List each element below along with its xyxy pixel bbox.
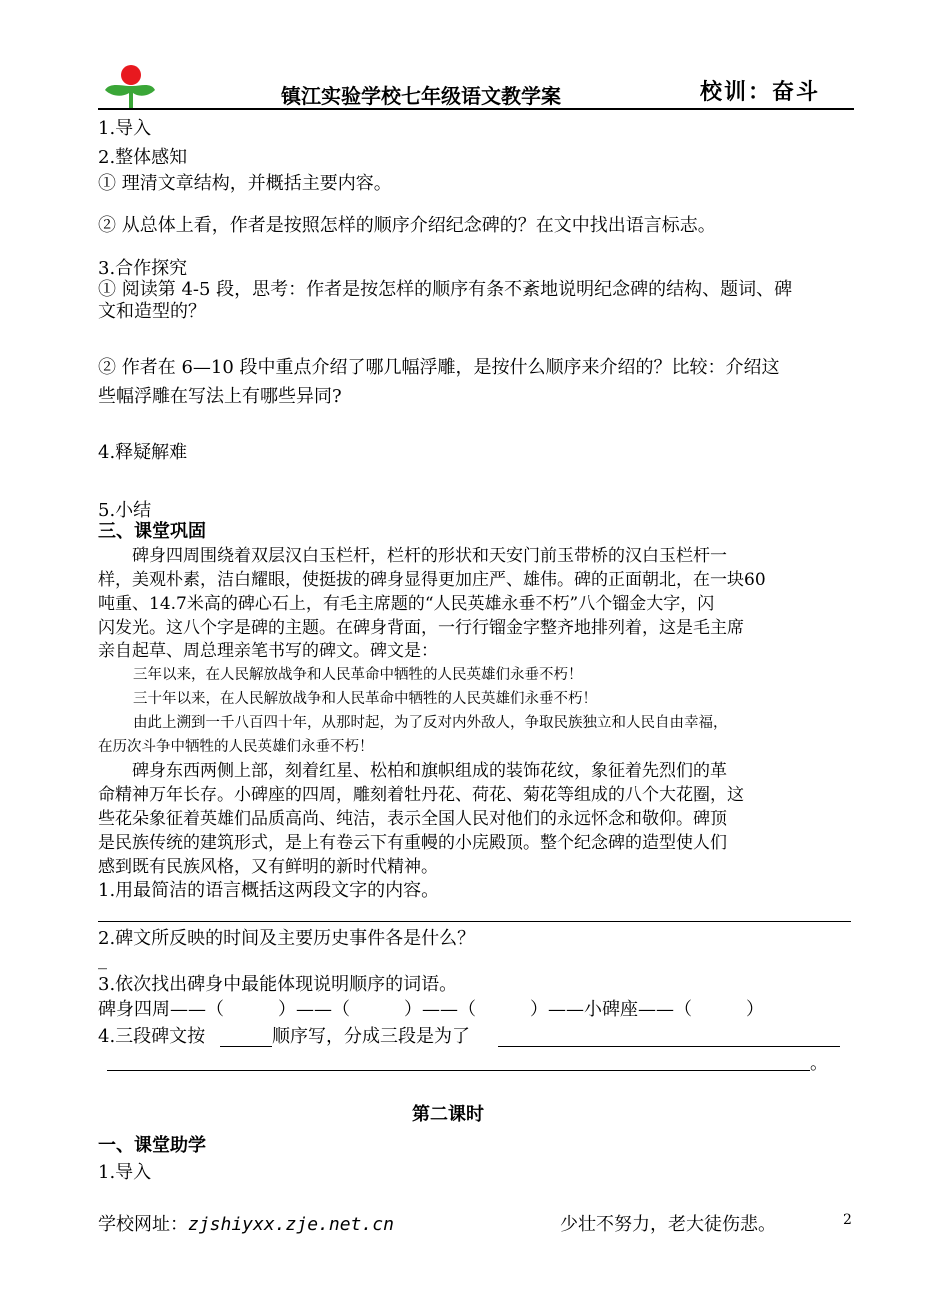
- question-4-line-1: ② 作者在 6—10 段中重点介绍了哪几幅浮雕，是按什么顺序来介绍的？比较：介绍这: [98, 357, 780, 378]
- question-2: ② 从总体上看，作者是按照怎样的顺序介绍纪念碑的？在文中找出语言标志。: [98, 215, 716, 236]
- answer-blank-purpose[interactable]: [498, 1046, 840, 1047]
- answer-mark[interactable]: _: [98, 949, 107, 970]
- item-summary: 5.小结: [98, 500, 152, 521]
- item-cooperative-inquiry: 3.合作探究: [98, 258, 188, 279]
- question-3-line-1: ① 阅读第 4-5 段，思考：作者是按怎样的顺序有条不紊地说明纪念碑的结构、题词、碑: [98, 279, 793, 300]
- item-overall-perception: 2.整体感知: [98, 147, 188, 168]
- lesson-2-item-intro: 1.导入: [98, 1162, 152, 1183]
- inscription-line-3b: 在历次斗争中牺牲的人民英雄们永垂不朽！: [98, 739, 374, 755]
- exercise-4-part-a: 4.三段碑文按: [98, 1026, 206, 1047]
- exercise-2: 2.碑文所反映的时间及主要历史事件各是什么？: [98, 928, 476, 949]
- passage-line: 命精神万年长存。小碑座的四周，雕刻着牡丹花、荷花、菊花等组成的八个大花圈，这: [98, 785, 744, 805]
- question-1: ① 理清文章结构，并概括主要内容。: [98, 173, 392, 194]
- exercise-4-part-b: 顺序写，分成三段是为了: [272, 1026, 470, 1047]
- exercise-3-sequence: 碑身四周——（ ）——（ ）——（ ）——小碑座——（ ）: [98, 999, 764, 1020]
- answer-line-4[interactable]: [107, 1070, 810, 1071]
- exercise-4-end: 。: [810, 1053, 828, 1074]
- website-url[interactable]: zjshiyxx.zje.net.cn: [188, 1214, 394, 1235]
- lesson-2-title: 第二课时: [412, 1104, 484, 1125]
- passage-line: 些花朵象征着英雄们品质高尚、纯洁，表示全国人民对他们的永远怀念和敬仰。碑顶: [98, 809, 727, 829]
- passage-line: 闪发光。这八个字是碑的主题。在碑身背面，一行行镏金字整齐地排列着，这是毛主席: [98, 618, 744, 638]
- section-heading-assist: 一、课堂助学: [98, 1135, 206, 1156]
- item-intro: 1.导入: [98, 118, 152, 139]
- passage-line: 吨重、14.7米高的碑心石上，有毛主席题的“人民英雄永垂不朽”八个镏金大字，闪: [98, 594, 715, 614]
- school-motto: 校训：奋斗: [700, 80, 821, 105]
- passage-line: 亲自起草、周总理亲笔书写的碑文。碑文是：: [98, 641, 438, 661]
- passage-line: 碑身四周围绕着双层汉白玉栏杆，栏杆的形状和天安门前玉带桥的汉白玉栏杆一: [98, 546, 727, 566]
- inscription-line-1: 三年以来，在人民解放战争和人民革命中牺牲的人民英雄们永垂不朽！: [133, 667, 583, 683]
- section-heading-consolidation: 三、课堂巩固: [98, 521, 206, 542]
- header-divider: [98, 108, 854, 110]
- school-logo-icon: [104, 64, 156, 108]
- page-title: 镇江实验学校七年级语文教学案: [281, 84, 561, 108]
- item-clarify: 4.释疑解难: [98, 442, 188, 463]
- page-number: 2: [843, 1212, 852, 1228]
- exercise-1: 1.用最简洁的语言概括这两段文字的内容。: [98, 880, 440, 901]
- exercise-3: 3.依次找出碑身中最能体现说明顺序的词语。: [98, 974, 458, 995]
- inscription-line-3a: 由此上溯到一千八百四十年，从那时起，为了反对内外敌人，争取民族独立和人民自由幸福，: [133, 715, 728, 731]
- answer-blank-order[interactable]: [220, 1046, 272, 1047]
- question-4-line-2: 些幅浮雕在写法上有哪些异同?: [98, 386, 342, 407]
- question-3-line-2: 文和造型的？: [98, 301, 206, 322]
- passage-line: 是民族传统的建筑形式，是上有卷云下有重幔的小庑殿顶。整个纪念碑的造型使人们: [98, 833, 727, 853]
- passage-line: 感到既有民族风格，又有鲜明的新时代精神。: [98, 857, 438, 877]
- answer-line-1[interactable]: [98, 921, 851, 922]
- passage-line: 碑身东西两侧上部，刻着红星、松柏和旗帜组成的装饰花纹，象征着先烈们的革: [98, 761, 727, 781]
- website-label: 学校网址：: [98, 1214, 188, 1235]
- inscription-line-2: 三十年以来，在人民解放战争和人民革命中牺牲的人民英雄们永垂不朽！: [133, 691, 597, 707]
- footer-website: [98, 1210, 394, 1236]
- passage-line: 样，美观朴素，洁白耀眼，使挺拔的碑身显得更加庄严、雄伟。碑的正面朝北，在一块60: [98, 570, 766, 590]
- footer-proverb: 少壮不努力，老大徒伤悲。: [560, 1214, 776, 1235]
